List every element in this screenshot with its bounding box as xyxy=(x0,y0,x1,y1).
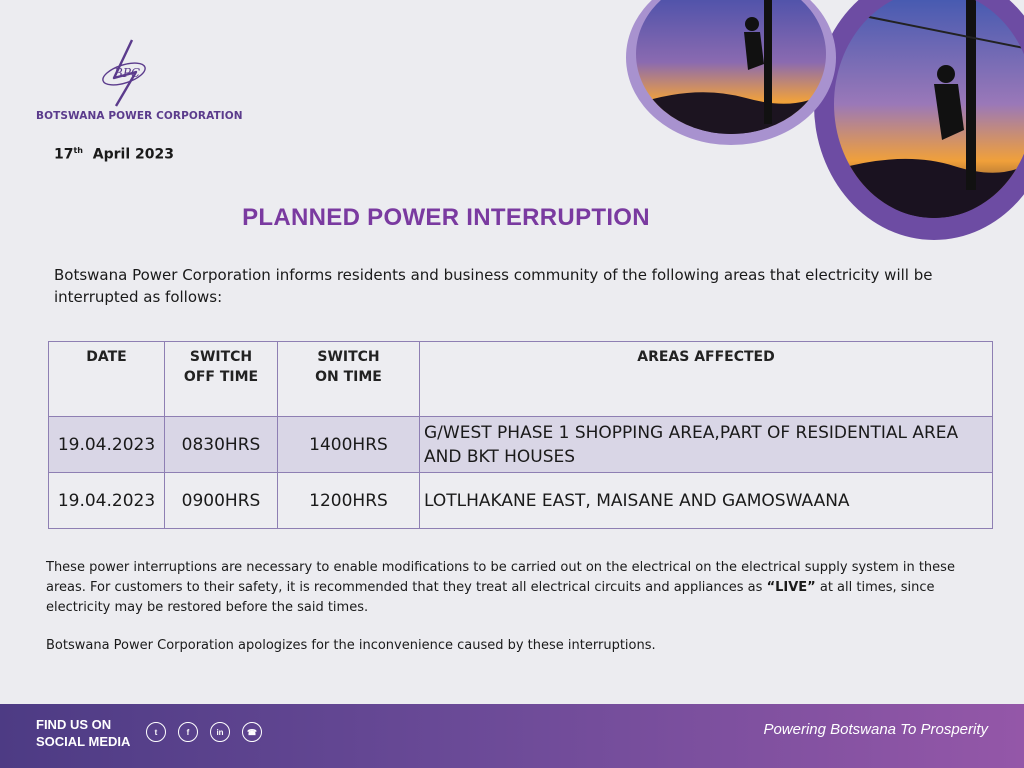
whatsapp-icon[interactable]: ☎ xyxy=(242,722,262,742)
date-suffix: th xyxy=(73,146,84,155)
notice-date xyxy=(54,146,174,163)
table-row xyxy=(49,473,993,529)
find-us-line2: SOCIAL MEDIA xyxy=(36,734,131,749)
find-us-line1: FIND US ON xyxy=(36,717,112,732)
footer-bar xyxy=(0,704,1024,768)
row-areas: G/WEST PHASE 1 SHOPPING AREA,PART OF RESIDENTIAL AREA AND BKT HOUSES xyxy=(420,417,993,473)
page-title: PLANNED POWER INTERRUPTION xyxy=(242,204,650,231)
row-date: 19.04.2023 xyxy=(49,417,165,473)
row-switch-on: 1200HRS xyxy=(278,473,420,529)
row-areas: LOTLHAKANE EAST, MAISANE AND GAMOSWAANA xyxy=(420,473,993,529)
table-header-row xyxy=(49,342,993,417)
logo-lettering: BPC xyxy=(114,66,141,80)
row-date: 19.04.2023 xyxy=(49,473,165,529)
intro-paragraph: Botswana Power Corporation informs residents and business community of the following areas that electricity will be interrupted as follows: xyxy=(54,266,933,306)
table-row xyxy=(49,417,993,473)
notice-text-before: These power interruptions are necessary to enable modifications to be carried out on the electrical on the electrical supply system in these areas. For customers to their safety, it is recommended that they treat all electrical circuits and appliances as xyxy=(46,560,955,595)
date-month-year: April 2023 xyxy=(92,146,174,163)
tagline: Powering Botswana To Prosperity xyxy=(763,721,988,738)
apology-text: Botswana Power Corporation apologizes for the inconvenience caused by these interruptions. xyxy=(46,638,656,653)
header-areas-affected: AREAS AFFECTED xyxy=(420,342,993,417)
social-links xyxy=(146,722,262,742)
date-day: 17 xyxy=(54,146,74,163)
row-switch-off: 0830HRS xyxy=(165,417,278,473)
row-switch-on: 1400HRS xyxy=(278,417,420,473)
interruption-table xyxy=(48,341,993,529)
row-switch-off: 0900HRS xyxy=(165,473,278,529)
company-name: BOTSWANA POWER CORPORATION xyxy=(36,110,243,122)
notice-text-after: at all times, since electricity may be restored before the said times. xyxy=(46,580,935,615)
header-date: DATE xyxy=(49,342,165,417)
header-switch-off: SWITCH OFF TIME xyxy=(165,342,278,417)
bpc-logo-icon xyxy=(92,38,156,108)
find-us-label xyxy=(36,716,130,750)
linkedin-icon[interactable]: in xyxy=(210,722,230,742)
header-switch-on: SWITCH ON TIME xyxy=(278,342,420,417)
facebook-icon[interactable]: f xyxy=(178,722,198,742)
notice-paragraph xyxy=(46,558,986,618)
notice-live-emphasis: “LIVE” xyxy=(766,580,816,595)
twitter-icon[interactable]: t xyxy=(146,722,166,742)
